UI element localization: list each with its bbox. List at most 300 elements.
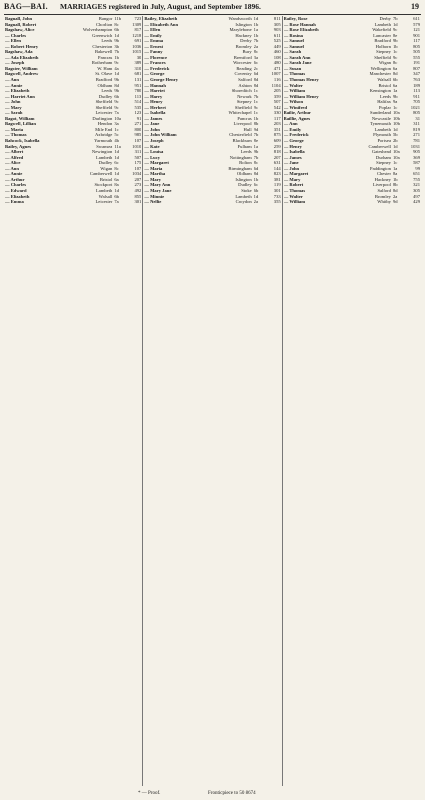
entry-name: — Joseph <box>5 60 25 66</box>
entry-volume: 3b <box>114 43 119 49</box>
entry-page: 905 <box>413 149 420 155</box>
entry-district: Walsall <box>377 77 391 83</box>
entry-volume: 5c <box>114 132 119 138</box>
entry-district: Hendon <box>97 121 113 127</box>
entry-name: — John <box>5 99 21 105</box>
entry-district: Paddington <box>370 165 391 171</box>
entry-district: Hull <box>243 126 252 132</box>
entry-district: Bangor <box>98 16 113 21</box>
register-columns <box>4 16 421 786</box>
entry-page: 611 <box>273 32 281 38</box>
entry-volume: 9b <box>253 149 259 155</box>
entry-name: — Sarah <box>283 49 302 55</box>
entry-district: Stepney <box>376 49 391 55</box>
entry-volume: 6d <box>253 165 259 171</box>
entry-page: 855 <box>134 193 142 199</box>
entry-name: — Walter <box>283 193 303 199</box>
entry-district: Chesterton <box>92 43 113 49</box>
page-number: 19 <box>411 2 419 11</box>
entry-name: — Mary Jane <box>144 187 172 193</box>
entry-name: — Mary <box>144 176 162 182</box>
entry-volume: 6b <box>253 187 259 193</box>
entry-name: — Margaret <box>283 171 309 177</box>
entry-name: — George <box>283 138 304 144</box>
entry-district: Bromley <box>235 43 252 49</box>
entry-district: Camberwell <box>89 171 113 177</box>
entry-name: — Alice <box>5 160 21 166</box>
entry-page: 1036 <box>132 43 142 49</box>
entry-district: Tynemouth <box>370 121 391 127</box>
entry-volume: 7a <box>114 199 119 205</box>
footer-reference: Fronticpiece to 50 8674 <box>208 791 256 796</box>
entry-district: Oldham <box>97 82 113 88</box>
entry-page: 781 <box>413 138 420 144</box>
entry-name: — Henry <box>283 143 302 149</box>
entry-name: Bagshaw, Alice <box>5 27 35 33</box>
entry-district: Oldham <box>236 171 252 177</box>
entry-district: Holborn <box>375 43 391 49</box>
entry-volume: 8c <box>114 21 119 27</box>
entry-district: Derby <box>379 16 391 21</box>
entry-name: — George <box>144 71 165 77</box>
entry-page: 30 <box>136 54 142 60</box>
entry-page: 681 <box>134 71 142 77</box>
entry-page: 755 <box>413 176 420 182</box>
entry-volume: 6c <box>253 182 258 188</box>
entry-page: 514 <box>134 99 142 105</box>
entry-page: 429 <box>413 199 420 205</box>
entry-name: — Emma <box>144 38 164 44</box>
entry-page: 555 <box>413 54 420 60</box>
entry-volume: 9c <box>114 60 119 66</box>
entry-volume: 11b <box>114 16 122 21</box>
entry-name: — Rosina <box>283 32 303 38</box>
entry-volume: 1b <box>253 115 259 121</box>
entry-page: 107 <box>134 165 142 171</box>
entry-page: 1218 <box>132 32 142 38</box>
entry-page: 609 <box>273 138 281 144</box>
entry-page: 116 <box>273 77 281 83</box>
entry-page: 805 <box>413 110 420 116</box>
entry-name: Bagwell, Andrew <box>5 71 39 77</box>
entry-district: Leicester <box>95 110 113 116</box>
entry-page: 611 <box>413 16 420 21</box>
entry-name: — Walter <box>283 82 303 88</box>
entry-page: 91 <box>136 115 142 121</box>
entry-district: Liverpool <box>372 182 391 188</box>
entry-district: Wolverhampton <box>82 27 113 33</box>
entry-district: Gateshead <box>371 149 391 155</box>
entry-page: 351 <box>273 126 281 132</box>
entry-page: 449 <box>273 43 281 49</box>
entry-district: Nottingham <box>229 154 252 160</box>
entry-name: — Margaret <box>144 160 169 166</box>
entry-district: Dudley <box>98 160 113 166</box>
entry-name: — Minnie <box>144 193 165 199</box>
entry-volume: 4a <box>114 65 119 71</box>
footer-note: * — Proof. <box>138 791 161 796</box>
entry-name: — Louisa <box>144 149 164 155</box>
entry-district: Walsall <box>98 193 113 199</box>
entry-page: 131 <box>134 77 142 83</box>
entry-name: — Arthur <box>5 176 25 182</box>
entry-name: — Rose Elizabeth <box>283 27 319 33</box>
entry-name: — Winifred <box>283 104 308 110</box>
entry-volume: 9c <box>114 99 119 105</box>
entry-volume: 8c <box>253 49 258 55</box>
entry-district: Salford <box>377 187 391 193</box>
entry-volume: 1c <box>253 99 258 105</box>
entry-page: 705 <box>413 99 420 105</box>
entry-page: 117 <box>413 38 420 44</box>
entry-page: 818 <box>273 149 281 155</box>
entry-district: Stockport <box>94 182 113 188</box>
entry-district: Portsea <box>377 138 391 144</box>
entry-district: Leeds <box>240 149 252 155</box>
entry-district: Wakefield <box>372 27 391 33</box>
entry-page: 99 <box>415 165 420 171</box>
entry-name: — Martha <box>144 171 166 177</box>
entry-name: Bailey, Rose <box>283 16 308 21</box>
entry-page: 651 <box>413 171 420 177</box>
entry-name: — Edward <box>5 187 27 193</box>
entry-district: Stoke <box>241 187 252 193</box>
entry-district: Dudley <box>238 182 252 188</box>
entry-name: — Mary Ann <box>144 182 171 188</box>
entry-volume: 11a <box>114 143 121 149</box>
entry-district: Fulham <box>237 143 252 149</box>
entry-name: — Thomas <box>283 71 306 77</box>
entry-page: 471 <box>273 65 281 71</box>
entry-page: 1031 <box>410 143 420 149</box>
entry-name: — Ann <box>5 77 19 83</box>
entry-district: Islington <box>235 21 252 27</box>
entry-name: — Robert Henry <box>5 43 39 49</box>
entry-volume: 1d <box>392 126 398 132</box>
entry-name: — Ellen <box>144 27 161 33</box>
entry-volume: 4b <box>114 138 119 144</box>
entry-name: — George Henry <box>144 77 179 83</box>
entry-district: Camberwell <box>368 143 391 149</box>
entry-name: Bagster, William <box>5 65 38 71</box>
entry-volume: 9d <box>253 126 259 132</box>
entry-page: 800 <box>134 126 142 132</box>
entry-district: Darlington <box>92 115 113 121</box>
entry-volume: 7b <box>253 93 259 99</box>
entry-page: 305 <box>273 21 281 27</box>
entry-name: — Harriet Ann <box>5 93 35 99</box>
entry-page: 1010 <box>132 143 142 149</box>
entry-page: 117 <box>273 115 281 121</box>
entry-district: Bradford <box>374 38 391 44</box>
entry-page: 189 <box>413 82 420 88</box>
register-column-3 <box>282 16 421 786</box>
entry-district: Newcastle <box>371 115 391 121</box>
entry-district: Ashton <box>238 82 252 88</box>
entry-page: 305 <box>413 187 420 193</box>
entry-name: — Henry <box>144 99 163 105</box>
entry-district: Wigan <box>100 165 113 171</box>
entry-volume: 9b <box>114 77 119 83</box>
entry-volume: 1c <box>253 110 258 116</box>
entry-page: 1021 <box>410 104 420 110</box>
entry-page: 301 <box>273 187 281 193</box>
entry-volume: 9a <box>392 99 398 105</box>
entry-volume: 2c <box>253 65 258 71</box>
entry-page: 31 <box>415 115 420 121</box>
entry-volume: 9b <box>114 88 119 94</box>
entry-name: — Ellen <box>5 38 21 44</box>
entry-page: 321 <box>413 182 420 188</box>
entry-volume: 6a <box>392 65 398 71</box>
entry-volume: 10b <box>392 121 400 127</box>
entry-name: — Ada Elizabeth <box>5 54 39 60</box>
entry-page: 911 <box>413 93 420 99</box>
entry-volume: 10a <box>392 110 400 116</box>
entry-district: Kensington <box>369 88 391 94</box>
entry-page: 1034 <box>132 171 142 177</box>
entry-volume: 1c <box>392 160 398 166</box>
entry-name: Bailey, Elizabeth <box>144 16 178 21</box>
entry-name: Bagnall, John <box>5 16 33 21</box>
entry-district: Leicester <box>95 199 113 205</box>
entry-name: — William <box>283 199 306 205</box>
entry-district: Islington <box>235 176 252 182</box>
entry-name: — Samuel <box>283 38 304 44</box>
entry-volume: 8d <box>392 187 398 193</box>
entry-district: Yarmouth <box>94 138 113 144</box>
entry-name: — Charles <box>5 182 27 188</box>
entry-name: — Samuel <box>283 43 304 49</box>
entry-volume: 6b <box>114 27 119 33</box>
entry-district: Sheffield <box>234 104 252 110</box>
entry-page: 460 <box>273 49 281 55</box>
entry-page: 497 <box>413 193 420 199</box>
entry-page: 311 <box>134 149 142 155</box>
entry-district: Bradford <box>95 77 113 83</box>
entry-district: W. Ham <box>97 65 113 71</box>
entry-district: Birmingham <box>228 165 252 171</box>
entry-page: 811 <box>273 16 281 21</box>
entry-volume: 1d <box>114 171 119 177</box>
entry-page: 1104 <box>271 82 281 88</box>
entry-district: Bristol <box>99 176 113 182</box>
entry-district: Worcester <box>233 60 252 66</box>
entry-name: — Emma <box>5 199 24 205</box>
entry-district: Sheffield <box>95 104 113 110</box>
entry-volume: 7b <box>253 132 259 138</box>
entry-name: — Rose Hannah <box>283 21 316 27</box>
entry-name: — Maria <box>5 126 23 132</box>
entry-page: 271 <box>413 132 420 138</box>
entry-volume: 3a <box>253 54 258 60</box>
entry-volume: 8e <box>392 32 398 38</box>
entry-district: Hackney <box>374 176 391 182</box>
entry-name: Bailey, Agnes <box>5 143 32 149</box>
entry-page: 205 <box>273 88 281 94</box>
entry-page: 733 <box>273 193 281 199</box>
entry-page: 355 <box>273 199 281 205</box>
entry-district: Sheffield <box>95 99 113 105</box>
entry-volume: 2a <box>253 199 258 205</box>
entry-page: 505 <box>413 49 420 55</box>
entry-volume: 8d <box>392 71 398 77</box>
entry-volume: 1d <box>114 187 119 193</box>
entry-name: — William <box>283 88 306 94</box>
entry-volume: 1d <box>114 154 119 160</box>
entry-volume: 9c <box>253 104 258 110</box>
entry-name: — Isabella <box>144 110 166 116</box>
entry-volume: 1b <box>253 21 259 27</box>
entry-volume: 1d <box>114 149 119 155</box>
entry-district: Hackney <box>235 32 252 38</box>
register-entry <box>284 199 420 205</box>
entry-volume: 6b <box>392 77 398 83</box>
entry-name: — Lucy <box>144 154 161 160</box>
entry-district: Stepney <box>236 99 252 105</box>
entry-page: 107 <box>134 138 142 144</box>
entry-name: — Florence <box>144 54 168 60</box>
entry-volume: 1c <box>114 126 119 132</box>
entry-district: Blackburn <box>232 138 252 144</box>
entry-district: Brentford <box>233 54 252 60</box>
entry-district: Wellington <box>370 65 391 71</box>
entry-volume: 1d <box>253 16 259 21</box>
entry-page: 817 <box>134 27 142 33</box>
entry-district: Pancras <box>98 54 113 60</box>
entry-page: 301 <box>134 199 142 205</box>
entry-volume: 9c <box>114 104 119 110</box>
entry-page: 203 <box>273 121 281 127</box>
entry-name: Bagot, William <box>5 115 35 121</box>
entry-district: Leeds <box>101 88 113 94</box>
entry-name: — Thomas Henry <box>283 77 319 83</box>
entry-page: 121 <box>413 27 420 33</box>
entry-volume: 1a <box>392 165 398 171</box>
entry-volume: 9b <box>392 93 398 99</box>
entry-page: 389 <box>134 60 142 66</box>
entry-name: — Frederick <box>283 132 309 138</box>
entry-page: 480 <box>273 60 281 66</box>
entry-volume: 1d <box>114 32 119 38</box>
entry-district: Newington <box>91 149 113 155</box>
entry-volume: 1b <box>253 176 259 182</box>
entry-name: — Annie <box>5 171 23 177</box>
entry-district: Manchester <box>369 71 391 77</box>
entry-name: — Kate <box>144 143 160 149</box>
entry-name: Bagshaw, Ada <box>5 49 33 55</box>
entry-page: 123 <box>134 110 142 116</box>
entry-district: Bromley <box>374 193 391 199</box>
entry-volume: 8b <box>392 182 398 188</box>
entry-district: Durham <box>375 154 391 160</box>
entry-volume: 7b <box>114 49 119 55</box>
entry-page: 113 <box>134 93 142 99</box>
entry-page: 807 <box>413 65 420 71</box>
entry-volume: 7b <box>253 154 259 160</box>
entry-name: — Maria <box>144 165 163 171</box>
entry-name: — Sarah Jane <box>283 60 312 66</box>
entry-district: Mile End <box>95 126 113 132</box>
entry-page: 271 <box>134 121 142 127</box>
entry-page: 819 <box>413 126 420 132</box>
entry-volume: 8d <box>253 171 259 177</box>
entry-page: 507 <box>134 154 142 160</box>
entry-volume: 2a <box>392 193 398 199</box>
entry-name: Bailie, Arthur <box>283 110 311 116</box>
entry-volume: 7a <box>114 110 119 116</box>
entry-volume: 6d <box>253 71 259 77</box>
entry-district: Salford <box>238 77 252 83</box>
entry-page: 119 <box>273 182 281 188</box>
entry-volume: 6c <box>253 60 258 66</box>
entry-name: — Elizabeth Ann <box>144 21 179 27</box>
entry-district: Whitechapel <box>228 110 252 116</box>
entry-district: Stepney <box>376 160 391 166</box>
entry-name: — Nellie <box>144 199 162 205</box>
entry-volume: 6c <box>114 160 119 166</box>
entry-volume: 6b <box>114 193 119 199</box>
entry-volume: 6a <box>392 82 398 88</box>
entry-district: Poplar <box>378 104 391 110</box>
entry-page: 951 <box>134 82 142 88</box>
entry-volume: 10a <box>392 154 400 160</box>
entry-name: — Ann <box>283 121 298 127</box>
entry-page: 985 <box>134 132 142 138</box>
entry-volume: 7b <box>392 16 398 21</box>
entry-volume: 1b <box>114 54 119 60</box>
entry-district: Newark <box>237 93 252 99</box>
entry-name: — Sarah Ann <box>283 54 311 60</box>
entry-page: 175 <box>134 160 142 166</box>
entry-name: — Fanny <box>144 49 163 55</box>
entry-volume: 8c <box>392 60 398 66</box>
entry-district: Lancaster <box>373 32 391 38</box>
entry-page: 507 <box>273 99 281 105</box>
entry-name: — Susan <box>283 65 302 71</box>
entry-page: 347 <box>413 71 420 77</box>
entry-name: — Wilson <box>283 99 304 105</box>
entry-name: — Annie <box>5 82 23 88</box>
entry-district: Bakewell <box>94 49 113 55</box>
entry-volume: 8b <box>253 121 259 127</box>
register-entry <box>5 199 141 205</box>
register-column-2 <box>142 16 281 786</box>
entry-district: Derby <box>240 38 252 44</box>
entry-district: Leeds <box>101 38 113 44</box>
entry-district: Chorlton <box>95 21 113 27</box>
entry-volume: 2b <box>392 138 398 144</box>
entry-name: — Harry <box>144 93 163 99</box>
entry-name: — James <box>283 154 302 160</box>
header-rule <box>4 14 421 15</box>
entry-volume: 8d <box>114 82 119 88</box>
entry-district: St. Olave <box>95 71 113 77</box>
register-column-1 <box>4 16 142 786</box>
entry-volume: 8d <box>253 77 259 83</box>
entry-name: — Elizabeth <box>5 193 30 199</box>
entry-name: — Thomas <box>5 132 27 138</box>
entry-volume: 1c <box>392 49 398 55</box>
page-title: MARRIAGES registered in July, August, and September 1896. <box>60 2 261 11</box>
entry-name: — Jane <box>283 160 299 166</box>
entry-page: 259 <box>273 143 281 149</box>
entry-page: 273 <box>134 182 142 188</box>
entry-district: Lambeth <box>374 126 391 132</box>
entry-name: — Jane <box>144 121 160 127</box>
entry-volume: 7b <box>253 38 259 44</box>
entry-volume: 5b <box>392 132 398 138</box>
